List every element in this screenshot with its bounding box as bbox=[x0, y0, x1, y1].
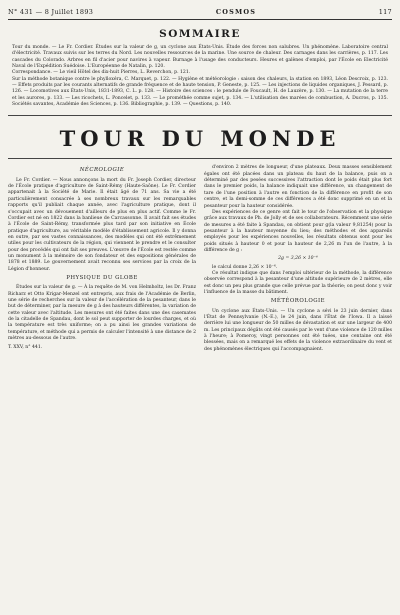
article-paragraph: d'environ 2 mètres de longueur, d'une plateaux. Deux masses sensiblement égales ont été placées dans un plateau du haut de la balance, puis on a déterminé par des pesées successives l'attraction dont le poids était plus fort dans le premier poids, la balance indiquait une différence, un changement de tare de l'une position à l'autre en fonction de la différence en profit de son centre, et la demi-somme de ces différences a été donc supprimé en un et la pesanteur pour la hauteur considérée. bbox=[204, 165, 392, 209]
right-column bbox=[204, 165, 392, 353]
article-paragraph: Ce résultat indique que dans l'emploi ultérieur de la méthode, la différence observée correspond à la pesanteur d'une altitude supérieure de 2 mètres, elle est donc un peu plus grande que celle prévue par la théorie; on peut donc y voir l'influence de la masse du bâtiment. bbox=[204, 270, 392, 295]
volume-note: T. XXV, n° 441. bbox=[8, 345, 43, 351]
article-paragraph: Études sur la valeur de g. — À la requête de M. von Helmholtz, les Dr. Franz Richarz et Otto Krigar-Menzel ont entrepris, aux frais de l'Académie de Berlin, une série de recherches sur la valeur de l'accélération de la pesanteur, dans le but de déterminer, par la mesure de g à des hauteurs différentes, la variation de cette valeur avec l'altitude. Les mesures ont été faites dans une des casemates de la citadelle de Spandau, dont le sol peut supporter de lourdes charges, et où la température est très uniforme; on a pu ainsi les grandes variations de température, et méthode qui a permis de calculer l'intensité à une distance de 2 mètres au-dessous de l'autre. bbox=[8, 285, 196, 342]
sommaire-paragraph: Correspondance. — Le vieil Hôtel des dix-huit Pierres, L. Reverchon, p. 121. bbox=[12, 70, 191, 76]
sommaire-body bbox=[12, 45, 388, 108]
section-title: TOUR DU MONDE bbox=[59, 126, 341, 152]
section-heading: NÉCROLOGIE bbox=[79, 167, 125, 174]
article-paragraph: Des expériences de ce genre ont fait le tour de l'observation et la physique grâce aux travaux de Ph. de Jolly et de ses collaborateurs. Récemment une série de mesures a été faite à Spandau, on obtient pour g(la valeur 9,81254) pour la pesanteur à la hauteur moyenne du lieu; des méthodes et des appareils employés pour les expériences nouvelles, les résultats obtenus sont pour les poids situés à hauteur 0 et pour la hauteur de 2,26 m l'un de l'autre, à la différence de g : bbox=[204, 209, 392, 253]
divider bbox=[8, 115, 392, 116]
formula: 2g = 3,26 × 10⁻⁶ bbox=[278, 256, 318, 262]
page-header bbox=[8, 8, 392, 16]
article-columns bbox=[8, 165, 392, 353]
divider bbox=[8, 158, 392, 159]
section-heading: MÉTÉOROLOGIE bbox=[270, 298, 326, 305]
sommaire-paragraph: Sur la méthode botanique contre le phylloxéra, C. Marquet, p. 122. — Hygiène et météorologie : saison des chaleurs, la station en 1893, Léon Descroix, p. 123. — Effets produits par les courants alternatifs de grande fréquence et de haute tension, P. Geneste, p. 125. — Les injections de liquides organiques, J. Pessard, p. 126. — Locomotives aux États-Unis, 1831-1893, C. L. p. 128. — Histoire des sciences : le pendule de Foucault, H. de Lauzère, p. 130. — La mutation de la terre et les aurores, p. 133. — Les ricochets, L. Poncelet, p. 133. — Le prométhée comme sujet, p. 134. — L'utilisation des marées de combustion, A. Ducros, p. 135. Sociétés savantes, Académie des Sciences, p. 136. Bibliographie, p. 139. — Questions, p. 140. bbox=[12, 76, 388, 108]
section-heading: PHYSIQUE DU GLOBE bbox=[66, 274, 138, 281]
issue-number: N° 431 — 8 Juillet 1893 bbox=[8, 8, 94, 16]
header-rule bbox=[8, 19, 392, 20]
article-paragraph: Un cyclone aux États-Unis. — Un cyclone a sévi le 23 juin dernier, dans l'État de Pennsylvanie (N.-E.), le 24 juin, dans l'État de l'Iowa. Il a laissé derrière lui une longueur de 50 milles de dévastation et sur une largeur de 400 m. Les principaux dégâts ont été causés par le vent d'une violence de 120 milles à l'heure; à Pomeroy, vingt personnes ont été tuées, une centaine ont été blessées, mais on a remarqué les effets de la violence extraordinaire du vent et des phénomènes électriques qui l'accompagnaient. bbox=[204, 308, 392, 352]
article-paragraph: Le Fr. Cordier. — Nous annonçons la mort du Fr. Joseph Cordier, directeur de l'École pratique d'agriculture de Saint-Rémy (Haute-Saône). Le Fr. Cordier appartenait à la Société de Marie. Il était âgé de 71 ans. Sa vie a été particulièrement consacrée à ses nombreux travaux sur les remarquables rapports qu'il publiait chaque année, avec l'agriculture pratique, dont il s'occupait avec un dévouement d'ailleurs de plus en plus actif. Comme le Fr. Cordier est né en 1822 dans la banlieue de Carcassonne. Il avait fait ses études à l'École de Saint-Rémy, transformée plus tard par son initiative en École pratique d'agriculture, au véritable modèle d'établissement agricole. Il y donna en outre, par ses vastes connaissances, des modèles qui ont été extrêmement utiles pour les cultivateurs de la région, qui viennent le prendre et le consulter pour des procédés qui ont fait ses preuves. L'œuvre de l'École est restée comme un monument à la mémoire de son fondateur et des expositions générales de 1878 et 1889. Le gouvernement avait reconnu ses services par la croix de la Légion d'honneur. bbox=[8, 177, 196, 272]
journal-title: COSMOS bbox=[215, 8, 257, 16]
sommaire-heading: SOMMAIRE bbox=[159, 28, 241, 40]
page-number: 117 bbox=[378, 8, 392, 16]
left-column bbox=[8, 165, 196, 353]
article-paragraph: le calcul donne 2,26 × 10⁻⁶. bbox=[212, 264, 278, 270]
sommaire-paragraph: Tour du monde. — Le Fr. Cordier. Études sur la valeur de g, un cyclone aux États-Unis. Étude des forces non salubres. Un phénomène. Laboratoire central d'électricité. Travaux suivis sur les terres du Nord. Les nouvelles ressources de la marine. Une source de chaleur. Des carnages dans les carrières, p. 117. Les cascades du Colorado. Arbres en fil d'acier pour navires à vapeur. Burnage à l'usage des conducteurs. Heures et galènes d'emploi, par l'École en Electricité Naval de l'Expédition Suédoise. L'Européenne de Natalin, p. 120. bbox=[12, 45, 388, 70]
